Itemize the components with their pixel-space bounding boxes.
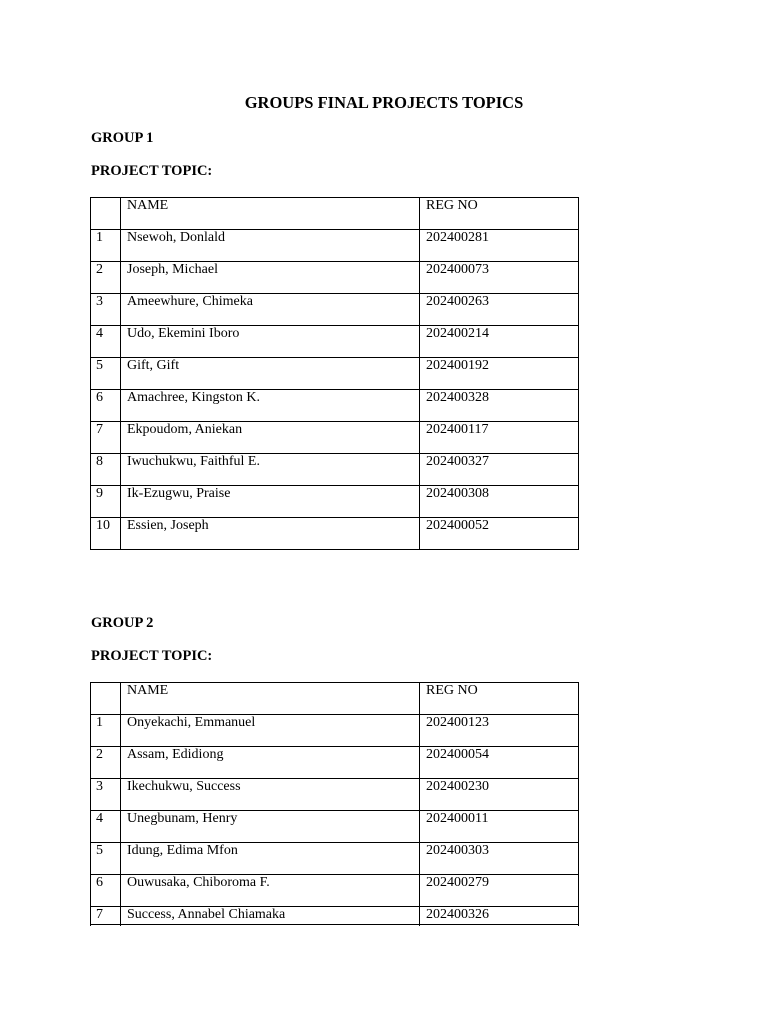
group-2-table-body: [91, 683, 579, 927]
row-regno-cell: 202400327: [420, 454, 579, 486]
header-regno-cell: REG NO: [420, 683, 579, 715]
row-number-cell: 2: [91, 262, 121, 294]
row-regno-cell: 202400263: [420, 294, 579, 326]
row-number-cell: 3: [91, 294, 121, 326]
group-2-project-topic-label: PROJECT TOPIC:: [91, 648, 213, 664]
table-row: [91, 294, 579, 326]
row-number-cell: 6: [91, 390, 121, 422]
row-regno-cell: 202400192: [420, 358, 579, 390]
group-1-label: GROUP 1: [91, 130, 154, 146]
header-number-cell: [91, 683, 121, 715]
row-name-cell: Ekpoudom, Aniekan: [121, 422, 420, 454]
row-name-cell: Gift, Gift: [121, 358, 420, 390]
row-regno-cell: 202400328: [420, 390, 579, 422]
header-number-cell: [91, 198, 121, 230]
row-regno-cell: 202400054: [420, 747, 579, 779]
row-name-cell: Joseph, Michael: [121, 262, 420, 294]
row-number-cell: 10: [91, 518, 121, 550]
row-number-cell: 1: [91, 715, 121, 747]
row-regno-cell: 202400073: [420, 262, 579, 294]
row-number-cell: 5: [91, 843, 121, 875]
table-row: [91, 390, 579, 422]
row-name-cell: Success, Annabel Chiamaka: [121, 907, 420, 927]
row-regno-cell: 202400279: [420, 875, 579, 907]
document-title: GROUPS FINAL PROJECTS TOPICS: [244, 93, 524, 112]
table-row: [91, 875, 579, 907]
row-name-cell: Iwuchukwu, Faithful E.: [121, 454, 420, 486]
row-number-cell: 3: [91, 779, 121, 811]
row-regno-cell: 202400308: [420, 486, 579, 518]
row-name-cell: Ikechukwu, Success: [121, 779, 420, 811]
row-regno-cell: 202400230: [420, 779, 579, 811]
row-name-cell: Nsewoh, Donlald: [121, 230, 420, 262]
table-row: [91, 326, 579, 358]
group-1-project-topic-label: PROJECT TOPIC:: [91, 163, 213, 179]
row-number-cell: 6: [91, 875, 121, 907]
group-1-table-body: [91, 198, 579, 550]
row-name-cell: Idung, Edima Mfon: [121, 843, 420, 875]
group-1-table: [90, 197, 579, 550]
row-name-cell: Onyekachi, Emmanuel: [121, 715, 420, 747]
table-header-row: [91, 198, 579, 230]
group-2-label: GROUP 2: [91, 615, 154, 631]
row-name-cell: Ouwusaka, Chiboroma F.: [121, 875, 420, 907]
header-name-cell: NAME: [121, 683, 420, 715]
table-row: [91, 422, 579, 454]
table-row: [91, 747, 579, 779]
row-regno-cell: 202400011: [420, 811, 579, 843]
row-number-cell: 4: [91, 326, 121, 358]
row-number-cell: 1: [91, 230, 121, 262]
table-row: [91, 230, 579, 262]
row-regno-cell: 202400281: [420, 230, 579, 262]
header-name-cell: NAME: [121, 198, 420, 230]
page-break-table-border: [90, 924, 578, 925]
row-name-cell: Ameewhure, Chimeka: [121, 294, 420, 326]
row-number-cell: 2: [91, 747, 121, 779]
table-row: [91, 358, 579, 390]
table-row: [91, 779, 579, 811]
table-row: [91, 715, 579, 747]
table-row: [91, 454, 579, 486]
table-row: [91, 518, 579, 550]
row-number-cell: 5: [91, 358, 121, 390]
row-name-cell: Amachree, Kingston K.: [121, 390, 420, 422]
row-regno-cell: 202400326: [420, 907, 579, 927]
row-number-cell: 7: [91, 422, 121, 454]
row-name-cell: Udo, Ekemini Iboro: [121, 326, 420, 358]
group-2-table-container: [90, 682, 580, 926]
row-number-cell: 9: [91, 486, 121, 518]
row-regno-cell: 202400117: [420, 422, 579, 454]
table-row: [91, 811, 579, 843]
row-regno-cell: 202400123: [420, 715, 579, 747]
row-number-cell: 8: [91, 454, 121, 486]
row-name-cell: Essien, Joseph: [121, 518, 420, 550]
row-regno-cell: 202400052: [420, 518, 579, 550]
row-number-cell: 4: [91, 811, 121, 843]
header-regno-cell: REG NO: [420, 198, 579, 230]
row-name-cell: Ik-Ezugwu, Praise: [121, 486, 420, 518]
row-name-cell: Unegbunam, Henry: [121, 811, 420, 843]
row-number-cell: 7: [91, 907, 121, 927]
row-name-cell: Assam, Edidiong: [121, 747, 420, 779]
table-header-row: [91, 683, 579, 715]
group-2-table: [90, 682, 579, 926]
table-row: [91, 262, 579, 294]
row-regno-cell: 202400214: [420, 326, 579, 358]
row-regno-cell: 202400303: [420, 843, 579, 875]
table-row: [91, 486, 579, 518]
table-row: [91, 843, 579, 875]
